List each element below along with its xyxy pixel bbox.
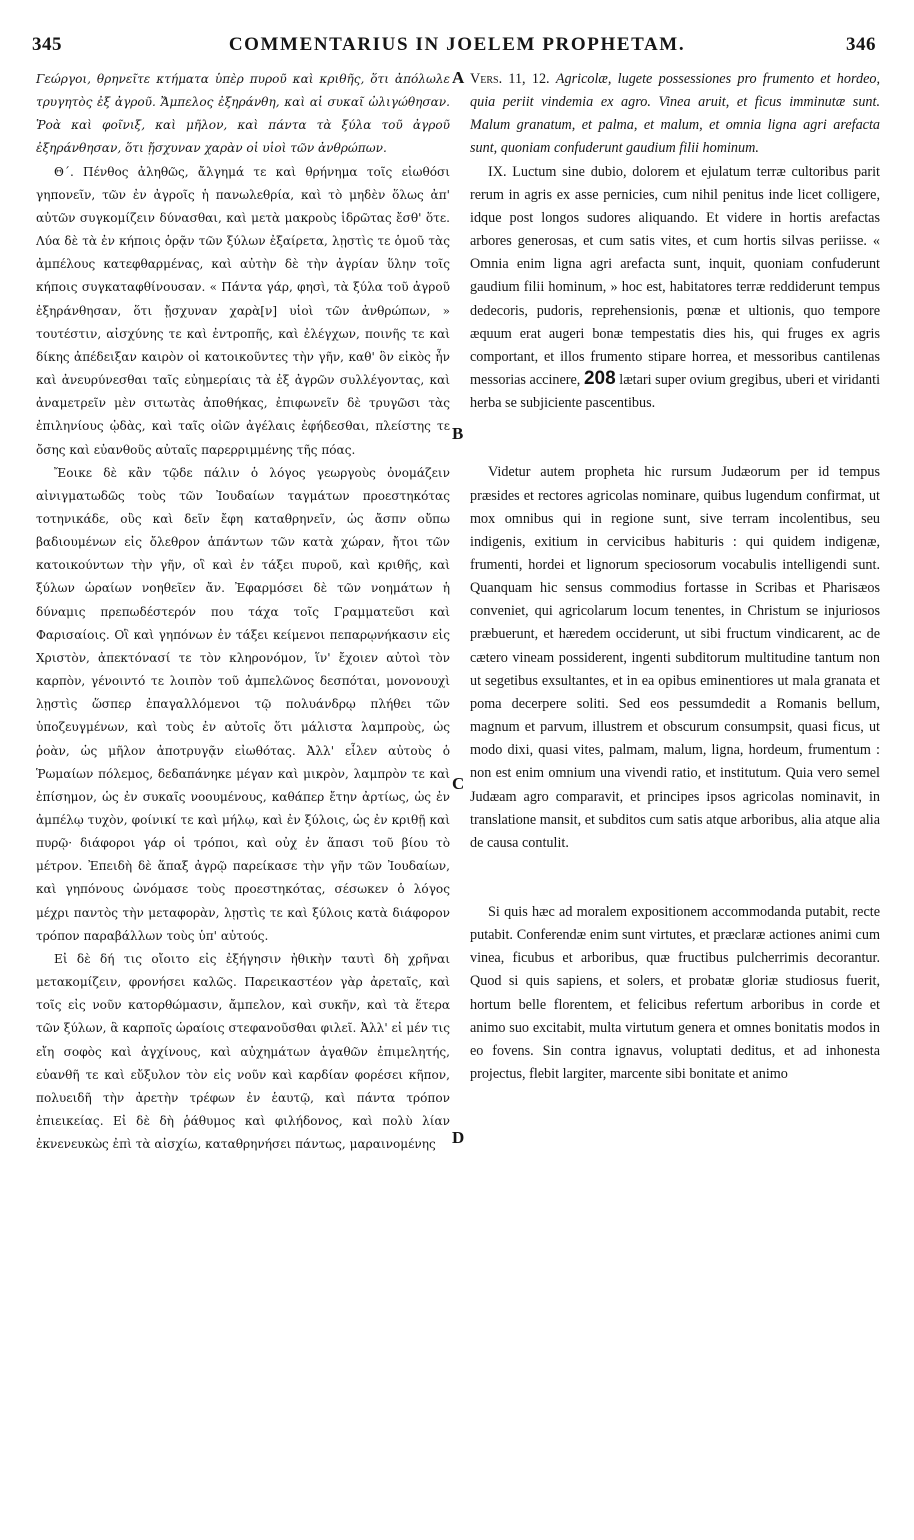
latin-paragraph-1 — [470, 161, 880, 416]
section-gap — [470, 415, 880, 461]
page-number-right: 346 — [846, 34, 876, 55]
greek-paragraph-2: Ἔοικε δὲ κἂν τῷδε πάλιν ὁ λόγος γεωργοὺς ὀνομάζειν αἰνιγματωδῶς τοὺς τῶν Ἰουδαίων ταγμάτων προεστηκότας τοτηνικάδε, οὓς καὶ δεῖν ἔφη καταθρηνεῖν, ὡς ἄσπν οὔπω βαδιουμένων εἰς ὄλεθρον ἁπάντων τῶν κατὰ χώραν, ἤτοι τῶν κατοικούντων τὴν γῆν, οἳ καὶ ἐν τάξει πυροῦ, καὶ κριθῆς, καὶ ξύλων ὡραίων νοηθεῖεν ἄν. Ἐφαρμόσει δὲ τῶν νοημάτων ἡ δύναμις πρεπωδέστερόν που τάχα τοῖς Γραμματεῦσι καὶ Φαρισαίοις. Οἳ καὶ γηπόνων ἐν τάξει κείμενοι πεπαρῳνήκασιν εἰς Χριστὸν, ἀπεκτόνασί τε τὸν κληρονόμον, ἵν' ἔχοιεν αὐτοὶ τὸν καρπὸν, γένοιντό τε λοιπὸν τοῦ ἀμπελῶνος δεσπόται, μονονουχὶ λῃστὶς ὥσπερ ἐπαγαλλόμενοι τῷ πολυάνδρῳ πλήθει τῶν ὑποζευγμένων, καὶ τοὺς ἐν αὐτοῖς ὅτι μάλιστα λαμπροὺς, ὡς ῥοὰν, ὡς μῆλον ἀποτρυγᾷν εἰωθότας. Ἀλλ' εἷλεν αὐτοὺς ὁ Ῥωμαίων πόλεμος, δεδαπάνηκε μέγαν καὶ μικρὸν, λαμπρὸν τε καὶ ἐπίσημον, ὡς ἐν συκαῖς νοουμένους, καθάπερ ἔτην ἀρτίως, ὡς ἐν ἀμπέλῳ τυχὸν, φοίνικί τε καὶ μήλῳ, καὶ ἐν ξύλοις, ὡς ἐν κριθῇ καὶ πυρῷ· διάφοροι γάρ οἱ τρόποι, καὶ οὐχ ἐν ἅπασι τοῦ βίου τὸ μέτρον. Ἐπειδὴ δὲ ἅπαξ ἀγρῷ παρείκασε τὴν γῆν τῶν Ἰουδαίων, καὶ γηπόνους ὠνόμασε τοὺς προεστηκότας, σέσωκεν ὁ λόγος μέχρι παντὸς τὴν μεταφορὰν, λῃστὶς τε καὶ ξύλοις κατὰ διάφορον τρόπον παραβάλλων τοὺς ὑπ' αὐτούς. — [36, 465, 450, 943]
column-page-marker: 208 — [583, 368, 616, 390]
latin-paragraph-1-end: lætari super ovium gregibus, uberi et viridanti herba se subjiciente pascentibus. — [470, 372, 881, 412]
verse-label: Vers. 11, 12. — [470, 71, 550, 87]
margin-letter-c: C — [452, 774, 465, 793]
running-title: COMMENTARIUS IN JOELEM PROPHETAM. — [228, 34, 686, 55]
latin-paragraph-3: Si quis hæc ad moralem expositionem accommodanda putabit, recte putabit. Conferendæ enim sunt virtutes, et præclaræ actiones animi cum vinea, ficubus et arboribus, quæ fructibus pulcherrimis decorantur. Quod si quis sapiens, et solers, et probatæ gloriæ studiosus fuerit, hortum belle florentem, et felicibus refertum arboribus in corde et animo suo excitabit, multa virtutum genera et omnes bonitatis modos in eo fovens. Sin contra ignavus, voluptati deditus, et ad inhonesta projectus, flebit largiter, marcente sibi bonitate et animo — [470, 904, 880, 1083]
margin-letter-a: A — [452, 68, 465, 87]
greek-verse: Γεώργοι, θρηνεῖτε κτήματα ὑπὲρ πυροῦ καὶ κριθῆς, ὅτι ἀπόλωλε τρυγητὸς ἐξ ἀγροῦ. Ἄμπελος ἐξηράνθη, καὶ αἱ συκαῖ ὠλιγώθησαν. Ῥοὰ καὶ φοῖνιξ, καὶ μῆλον, καὶ πάντα τὰ ξύλα τοῦ ἀγροῦ ἐξηράνθησαν, ὅτι ᾔσχυναν χαρὰν οἱ υἱοὶ τῶν ἀνθρώπων. — [36, 72, 450, 156]
margin-letter-d: D — [452, 1128, 465, 1147]
margin-letter-b: B — [452, 424, 464, 443]
section-gap — [470, 855, 880, 901]
running-header — [0, 30, 914, 60]
latin-verse-text: Agricolæ, lugete possessiones pro frumento et hordeo, quia periit vindemia ex agro. Vinea aruit, et ficus imminutæ sunt. Malum granatum, et palma, et malum, et omnia ligna agri arefacta sunt, quoniam confuderunt gaudium filii hominum. — [470, 71, 881, 157]
latin-verse — [470, 68, 880, 161]
page-number-left: 345 — [32, 34, 62, 55]
latin-column — [470, 68, 880, 1086]
latin-paragraph-2: Videtur autem propheta hic rursum Judæorum per id tempus præsides et rectores agricolas nominare, quibus lugendum confirmat, ut mox omnibus qui in regione sunt, sive terram incolentibus, seu indigenis, exitium in cervicibus habituris : qui quidem indigenæ, frumenti, hordei et lignorum speciosorum vocabulis intelligendi sunt. Quanquam hic sensus commodius fortasse in Scribas et Pharisæos conveniet, qui agricolarum locum tenentes, in Christum se injuriosos præbuerunt, et hæredem occiderunt, ut sibi fructum vindicarent, ac de cætero vineam possiderent, ingenti subditorum multitudine tantum non ut segetibus exsultantes, et in ea opibus eminentiores ut mala granata et poma decerpere soliti. Sed eos pessumdedit a Romanis bellum, magnum et parvum, illustrem et obscurum consumpsit, quasi ficus, ut modo dixi, quasi vites, palmam, malum, ligna, hordeum, frumentum : non est enim omnium una vivendi ratio, et institutum. Quia vero semel Judæam agro comparavit, et principes ipsos agricolas nominavit, in translatione mansit, et subditos cum satis atque arboribus, alia atque alia de causa contulit. — [470, 464, 880, 851]
latin-paragraph-1-text: IX. Luctum sine dubio, dolorem et ejulatum terræ cultoribus parit rerum in agris ex asse pernicies, cum nihil penitus inde licet colligere, idque post longos sudores aliquando. Et videre in hortis arefactas arbores generosas, et cum satis vites, et cum hortis silvas periisse. « Omnia enim ligna agri arefacta sunt, inquit, quoniam confuderunt gaudium filii hominum, » hoc est, habitatores terræ reddiderunt tempus dedecoris, pudoris, reprehensionis, pœnæ et ultionis, quo tempore æquum erat augeri bonæ tempestatis dies his, qui fruges ex agris comportant, et illos frumento stipare horrea, et messoribus cantilenas messorias accinere, — [470, 163, 880, 389]
greek-paragraph-1: Θ΄. Πένθος ἀληθῶς, ἄλγημά τε καὶ θρήνημα τοῖς εἰωθόσι γηπονεῖν, τῶν ἐν ἀγροῖς ἡ πανωλεθρία, καὶ τὸ μηδὲν ὅλως ἀπ' αὐτῶν συγκομίζειν δύνασθαι, καὶ μετὰ μακροὺς ἱδρῶτας ἔσθ' ὅτε. Λύα δὲ τὰ ἐν κήποις ὁρᾷν τῶν ξύλων ἐξαίρετα, λῃστὶς τε ὁμοῦ τὰς ἀμπέλους κατεφθαρμένας, καὶ αὐτὴν δὲ τὴν ἀγρίαν ὕλην τοῖς κήποις συγκαταφθίνουσαν. « Πάντα γάρ, φησὶ, τὰ ξύλα τοῦ ἀγροῦ ἐξηράνθησαν, ὅτι ᾔσχυναν χαρὰ[ν] υἱοὶ τῶν ἀνθρώπων, » τουτέστιν, αἰσχύνης τε καὶ ἐντροπῆς, καὶ ἐλέγχων, ποινῆς τε καὶ δίκης ἀπέδειξαν καιρὸν οἱ κατοικοῦντες τὴν γῆν, καθ' ὃν εἰκὸς ἦν καὶ ἀνευρύνεσθαι ταῖς εὐημερίαις τὰ ἐξ ἀγρῶν συλλέγοντας, καὶ ἀναμετρεῖν μὲν σιτωτὰς ἀποθήκας, ἐπιφωνεῖν δὲ τρυγῶσι τὰς ἐπιληνίους ᾠδὰς, καὶ ταῖς οἰῶν ἀγέλαις ἐφήδεσθαι, πλείστης τε ὄσης καὶ εὐανθοῦς αὐταῖς παρερριμμένης τῆς πόας. — [36, 164, 450, 457]
greek-column — [36, 68, 450, 1156]
greek-paragraph-3: Εἰ δὲ δή τις οἴοιτο εἰς ἐξήγησιν ἠθικὴν ταυτὶ δὴ χρῆναι μετακομίζειν, φρονήσει καλῶς. Παρεικαστέον γὰρ ἀρεταῖς, καὶ τοῖς εἰς νοῦν κατορθώμασιν, ἄμπελον, καὶ συκῆν, καὶ τὰ ἕτερα τῶν ξύλων, ἃ καρποῖς ὡραίοις στεφανοῦσθαι φιλεῖ. Ἀλλ' εἰ μέν τις εἴη σοφὸς καὶ ἀγχίνους, καὶ αὐχημάτων ἀγαθῶν ἐπιμελητής, εὐανθῆ τε καὶ εὔξυλον τὸν εἰς νοῦν καὶ καρδίαν φορέσει κῆπον, πολυειδῆ τὴν ἀρετὴν τρέφων ἐν ἑαυτῷ, καὶ πάντα τρόπον ἐπιεικείας. Εἰ δὲ δὴ ῥάθυμος καὶ φιλήδονος, καὶ πολὺ λίαν ἐκνενευκὼς ἐπὶ τὰ αἰσχίω, καταθρηνήσει πάντως, μαραινομένης — [36, 951, 450, 1152]
